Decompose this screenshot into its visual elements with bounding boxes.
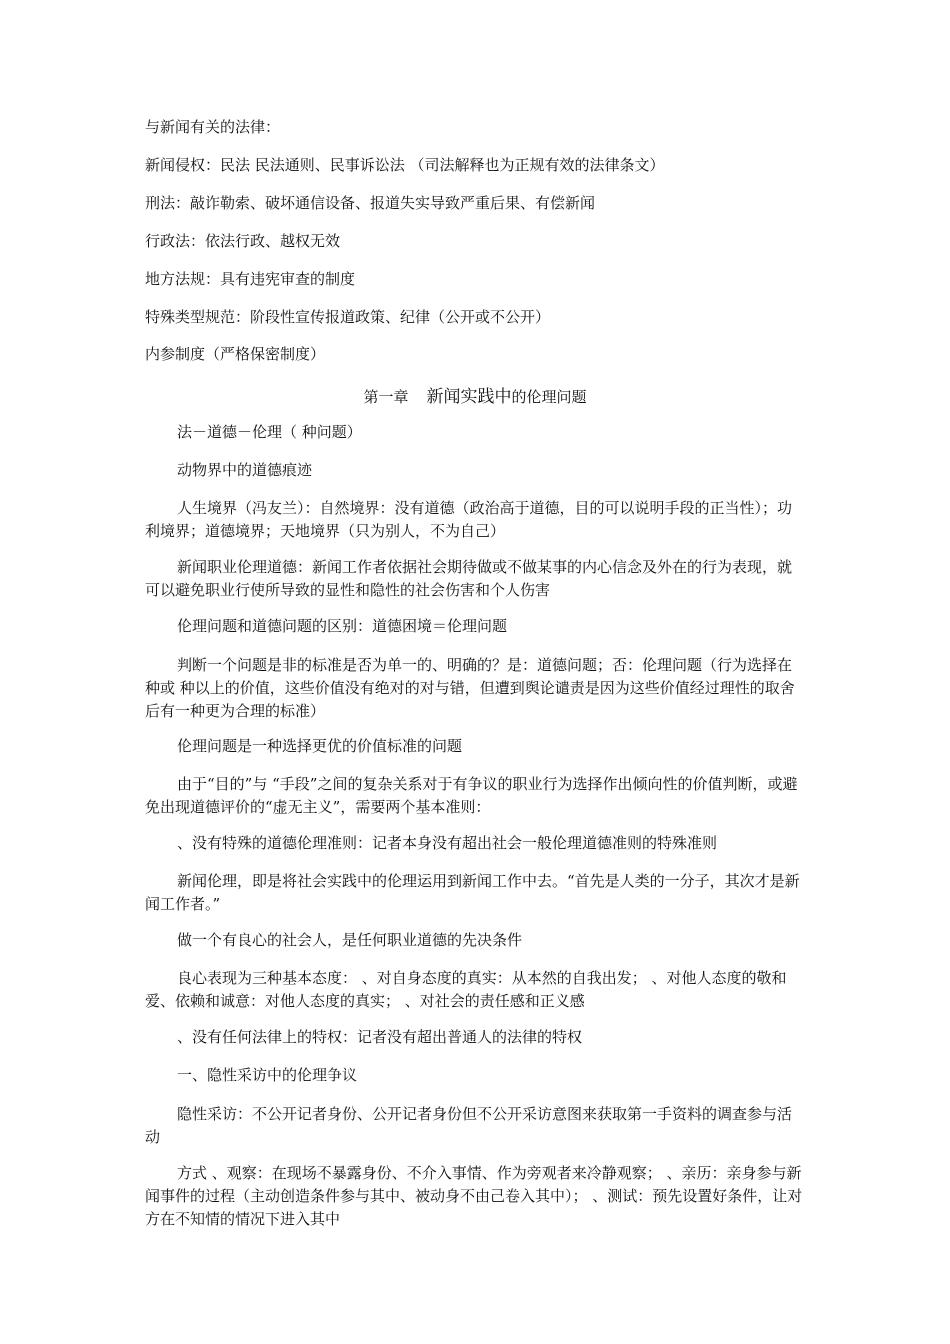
- paragraph: 、没有特殊的道德伦理准则：记者本身没有超出社会一般伦理道德准则的特殊准则: [177, 834, 718, 852]
- paragraph: 做一个有良心的社会人，是任何职业道德的先决条件: [177, 931, 523, 949]
- paragraph: 判断一个问题是非的标准是否为单一的、明确的？是：道德问题；否：伦理问题（行为选择在 种或 种以上的价值，这些价值没有绝对的对与错，但遭到舆论谴责是因为这些价值经过理性的取舍后有一种更为合理的标准）: [145, 656, 795, 720]
- text-line: 特殊类型规范：阶段性宣传报道政策、纪律（公开或不公开）: [145, 308, 551, 326]
- text-line: 新闻侵权：民法 民法通则、民事诉讼法 （司法解释也为正规有效的法律条文）: [145, 156, 665, 174]
- paragraph: 伦理问题和道德问题的区别：道德困境＝伦理问题: [177, 617, 508, 635]
- paragraph: 伦理问题是一种选择更优的价值标准的问题: [177, 737, 463, 755]
- paragraph: 方式 、观察：在现场不暴露身份、不介入事情、作为旁观者来冷静观察； 、亲历：亲身参与新闻事件的过程（主动创造条件参与其中、被动身不由己卷入其中）； 、测试：预先设置好条件，让对方在不知情的情况下进入其中: [145, 1164, 803, 1228]
- paragraph: 良心表现为三种基本态度： 、对自身态度的真实：从本然的自我出发； 、对他人态度的敬和爱、依赖和诚意：对他人态度的真实； 、对社会的责任感和正义感: [145, 969, 787, 1010]
- text-line: 与新闻有关的法律：: [145, 118, 281, 136]
- paragraph: 新闻职业伦理道德：新闻工作者依据社会期待做或不做某事的内心信念及外在的行为表现，就可以避免职业行使所导致的显性和隐性的社会伤害和个人伤害: [145, 558, 793, 599]
- text-line: 地方法规：具有违宪审查的制度: [145, 270, 356, 288]
- paragraph: 由于“目的”与 “手段”之间的复杂关系对于有争议的职业行为选择作出倾向性的价值判断，或避免出现道德评价的“虚无主义”，需要两个基本准则：: [145, 775, 798, 816]
- chapter-prefix: 第一章: [363, 388, 409, 406]
- text-line: 行政法：依法行政、越权无效: [145, 232, 341, 250]
- paragraph: 法－道德－伦理（ 种问题）: [177, 423, 362, 441]
- paragraph: 动物界中的道德痕迹: [177, 461, 313, 479]
- paragraph: 隐性采访：不公开记者身份、公开记者身份但不公开采访意图来获取第一手资料的调查参与活动: [145, 1105, 793, 1146]
- text-line: 刑法：敲诈勒索、破坏通信设备、报道失实导致严重后果、有偿新闻: [145, 194, 596, 212]
- paragraph: 新闻伦理，即是将社会实践中的伦理运用到新闻工作中去。“首先是人类的一分子，其次才是新闻工作者。”: [145, 872, 800, 913]
- chapter-title-main: 新闻实践中: [426, 387, 512, 407]
- chapter-heading: [0, 382, 950, 407]
- section-heading: 一、隐性采访中的伦理争议: [177, 1066, 358, 1084]
- text-line: 内参制度（严格保密制度）: [145, 345, 326, 363]
- paragraph: 人生境界（冯友兰）：自然境界：没有道德（政治高于道德，目的可以说明手段的正当性）；功利境界；道德境界；天地境界（只为别人，不为自己）: [145, 499, 793, 540]
- paragraph: 、没有任何法律上的特权：记者没有超出普通人的法律的特权: [177, 1028, 583, 1046]
- chapter-title-rest: 的伦理问题: [511, 388, 587, 406]
